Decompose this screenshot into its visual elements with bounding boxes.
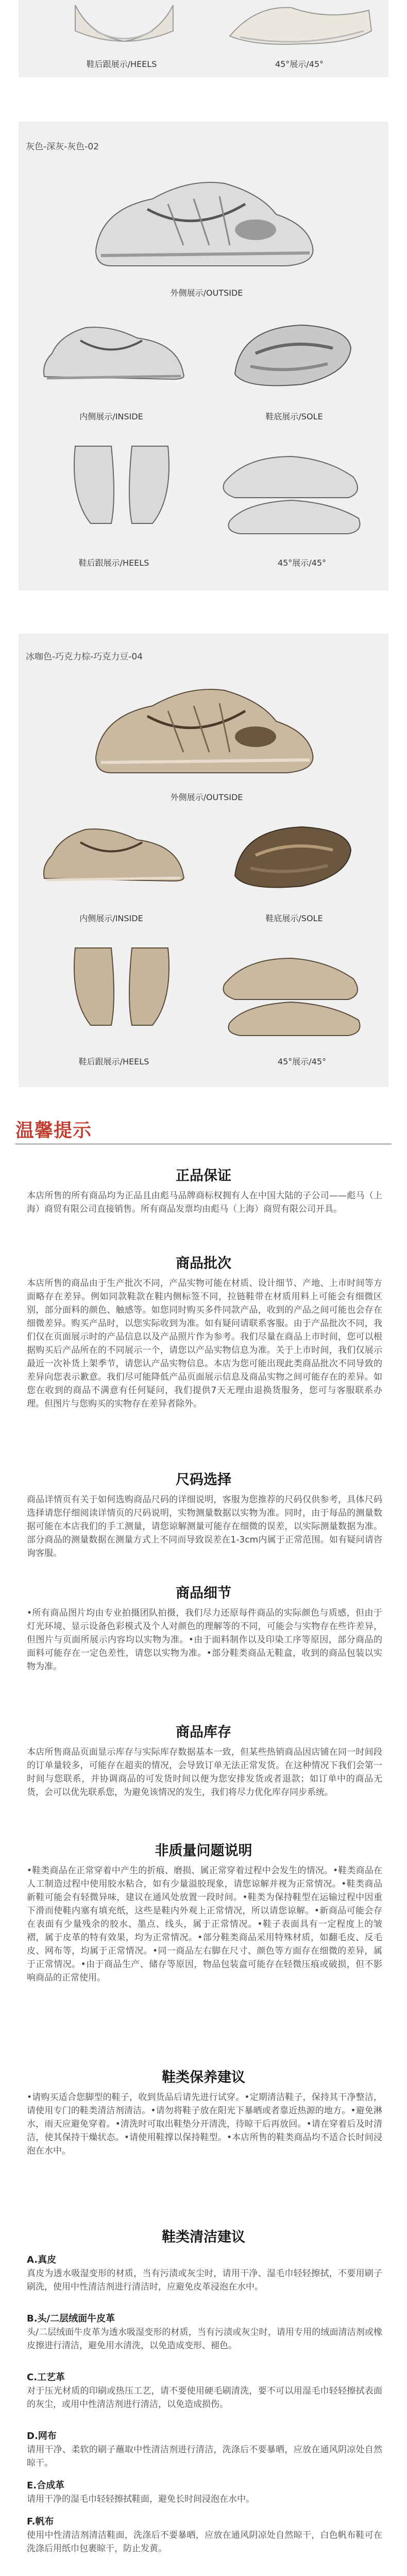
shoe-inside-image [39, 317, 189, 389]
section-heading: 商品批次 [176, 1256, 231, 1272]
caption-45: 45°展示/45° [277, 558, 327, 568]
section-heading: 非质量问题说明 [155, 1843, 252, 1859]
section-heading: 商品细节 [176, 1585, 231, 1601]
shoe-45-image [214, 436, 369, 539]
clean-text: 头/二层绒面牛皮革为透水吸湿变形的材质，当有污渍或灰尘时，请用专用的绒面清洁剂或橡皮擦进行清洁，避免用水清洗，以免造成变形、褪色。 [27, 2327, 382, 2351]
section-text: 本店所售的商品由于生产批次不同，产品实物可能在材质、设计细节、产地、上市时间等方面略存在差异。例如同款鞋款在鞋内侧标签不同，拉链鞋带在材质用料上可能会有细微区别，部分面料的颜色、触感等。如您同时购买多件同款产品，收到的产品之间可能也会存在细微差异。购买产品时，以您实际收到为准。如有疑问请联系客服。由于产品批次不同，我们仅在页面展示时的产品信息以及产品照片作为参考。我们尽量在商品上市时间，您可以根据购买后产品所在的不同展示一个，请您以产品实物信息为准。关于上市时间，我们仅展示最近一次补货上架季节，请您认产品实物信息。本店为您可能出现此类商品批次不同导致的差异向您表示歉意。我们尽可能降低产品页面展示信息及商品实物之间可能存在的差异。如您在收到的商品不满意有任何疑问，我们提供7天无理由退换货服务，您可与客服联系办理。但图片与您购买的实物存在差异者除外。 [27, 1278, 382, 1409]
caption-inside: 内侧展示/INSIDE [79, 412, 143, 421]
shoe-45-image [214, 938, 369, 1041]
clean-text: 请用干净、柔软的刷子蘸取中性清洁剂进行清洁，洗涤后不要暴晒，应放在通风阴凉处自然晾干。 [27, 2445, 382, 2468]
clean-text: 使用中性清洁剂清洁鞋面，洗涤后不要暴晒，应放在通风阴凉处自然晾干，白色帆布鞋可在洗涤后用纸巾包裹晾干，防止发黄。 [27, 2530, 382, 2554]
clean-text: 对于压光材质的印刷或热压工艺，请不要使用硬毛刷清洗，要不可以用湿毛巾轻轻擦拭表面的灰尘，或用中性清洁剂进行清洁，以免造成损伤。 [27, 2386, 382, 2410]
caption-heels: 鞋后跟展示/HEELS [78, 1057, 149, 1066]
section-heading: 正品保证 [176, 1168, 231, 1184]
section-text: •请购买适合您脚型的鞋子，收到货品后请先进行试穿。•定期清洁鞋子，保持其干净整洁，请使用专门的鞋类清洁剂清洁。•请勿将鞋子放在阳光下暴晒或者靠近热源的地方。•避免淋水，雨天应避免穿着。•清洗时可取出鞋垫分开清洗，待晾干后再放回。•请在穿着后及时清洁，使其保持干燥状态。•请使用鞋撑以保持鞋型。•本店所售的鞋类商品均不适合长时间浸泡在水中。 [27, 2092, 382, 2156]
shoe-outside-image [91, 675, 317, 783]
caption-sole: 鞋底展示/SOLE [265, 412, 323, 421]
section-heading: 鞋类清洁建议 [162, 2229, 245, 2245]
clean-label: E.合成革 [27, 2480, 65, 2491]
variant-2-panel [19, 122, 388, 590]
section-text: 本店所售商品页面显示库存与实际库存数据基本一致，但某些热销商品因店铺在同一时间段的订单量较多，可能存在超卖的情况，会导致订单无法正常发货。在这种情况下我们会第一时间与您联系，并协调商品的可发货时间以便为您安排发货或者退款；如订单中的商品无货，会可以优先联系您，为避免该情况的发生，我们将尽力优化库存同步系统。 [27, 1747, 382, 1798]
variant-3-section [0, 634, 407, 1087]
section-heading: 商品库存 [176, 1724, 231, 1740]
shoe-45-image [225, 0, 379, 49]
notice-section [0, 1108, 407, 2576]
caption-outside: 外侧展示/OUTSIDE [170, 288, 243, 298]
shoe-heels-image [55, 436, 189, 534]
caption-heels: 鞋后跟展示/HEELS [86, 59, 157, 69]
clean-label: B.头/二层绒面牛皮革 [27, 2313, 115, 2324]
clean-label: C.工艺革 [27, 2372, 65, 2383]
shoe-heels-image [60, 0, 189, 49]
clean-label: D.网布 [27, 2431, 57, 2442]
clean-text: 请用干净的湿毛巾轻轻擦拭鞋面，避免长时间浸泡在水中。 [27, 2494, 255, 2504]
caption-outside: 外侧展示/OUTSIDE [170, 792, 243, 802]
variant-1-panel [19, 0, 388, 77]
section-text: 商品详情页有关于如何选购商品尺码的详细说明，客服为您推荐的尺码仅供参考，具体尺码选择请您仔细阅读详情页的尺码说明，实物测量数据以实物为准。同时，由于每品的测量数据可能在本店我们的手工测量，请您谅解测量可能存在细微的误差，以实际测量数据为准。部分商品的测量数据在测量方式上不同而导致误差在1-3cm内属于正常范围。如有疑问请咨询客服。 [27, 1495, 382, 1558]
section-heading: 鞋类保养建议 [162, 2070, 245, 2086]
section-text: 本店所售的所有商品均为正品且由彪马品牌商标权拥有人在中国大陆的子公司——彪马（上海）商贸有限公司直接销售。所有商品发票均由彪马（上海）商贸有限公司开具。 [27, 1191, 382, 1214]
section-heading: 尺码选择 [176, 1472, 231, 1488]
variant-3-panel [19, 634, 388, 1087]
variant-3-title: 冰咖色-巧克力棕-巧克力豆-04 [26, 652, 143, 662]
shoe-outside-image [91, 168, 317, 276]
shoe-heels-image [55, 938, 189, 1036]
caption-45: 45°展示/45° [275, 59, 324, 69]
caption-sole: 鞋底展示/SOLE [265, 913, 323, 923]
shoe-inside-image [39, 819, 189, 891]
section-text: •鞋类商品在正常穿着中产生的折痕、磨损、属正常穿着过程中会发生的情况。•鞋类商品在人工制造过程中使用胶水粘合，如有少量溢胶现象，请您谅解并视为正常情况。•鞋类商品新鞋可能会有轻微异味，建议在通风处放置一段时间。•鞋类为保持鞋型在运输过程中因重下滑而使鞋内塞有填充纸，这些是鞋内外观上正常情况，所以请您谅解。•新商品可能会存在表面有少量残余的胶水、墨点、线头，属于正常情况。•鞋子表面具有一定程度上的皱褶，属于皮革的特有效果，均为正常情况。•部分鞋类商品采用特殊材质，如翻毛皮、反毛皮、网布等，均属于正常情况。•同一商品左右脚在尺寸、颜色等方面存在细微的差异，属于正常情况。•由于商品生产、储存等原因，物品包装盒可能存在轻微压痕或破损，但不影响商品的正常使用。 [27, 1866, 382, 1983]
caption-heels: 鞋后跟展示/HEELS [78, 558, 149, 568]
notice-title: 温馨提示 [15, 1120, 92, 1141]
clean-label: F.帆布 [27, 2516, 54, 2527]
section-text: •所有商品图片均由专业拍摄团队拍摄，我们尽力还原每件商品的实际颜色与质感，但由于灯光环境、显示设备色彩模式及个人对颜色的理解等的不同，可能会与实物存在些许差异，但图片与页面所展示内容均以实物为准。•由于面料制作以及印染工序等原因，部分商品的面料可能存在一定色差性，请您以实物为准。•部分鞋类商品无鞋盒，收到的商品包装以实物为准。 [27, 1608, 382, 1672]
shoe-sole-image [225, 819, 359, 896]
caption-45: 45°展示/45° [277, 1057, 327, 1066]
clean-label: A.真皮 [27, 2255, 57, 2265]
variant-2-title: 灰色-深灰-灰色-02 [26, 142, 99, 152]
caption-inside: 内侧展示/INSIDE [79, 913, 143, 923]
shoe-sole-image [225, 317, 359, 395]
variant-1-section [0, 0, 407, 77]
clean-text: 真皮为透水吸湿变形的材质，当有污渍或灰尘时，请用干净、湿毛巾轻轻擦拭，不要用刷子刷洗，使用中性清洁剂进行清洁时，应避免皮革浸泡在水中。 [27, 2268, 382, 2292]
variant-2-section [0, 122, 407, 590]
